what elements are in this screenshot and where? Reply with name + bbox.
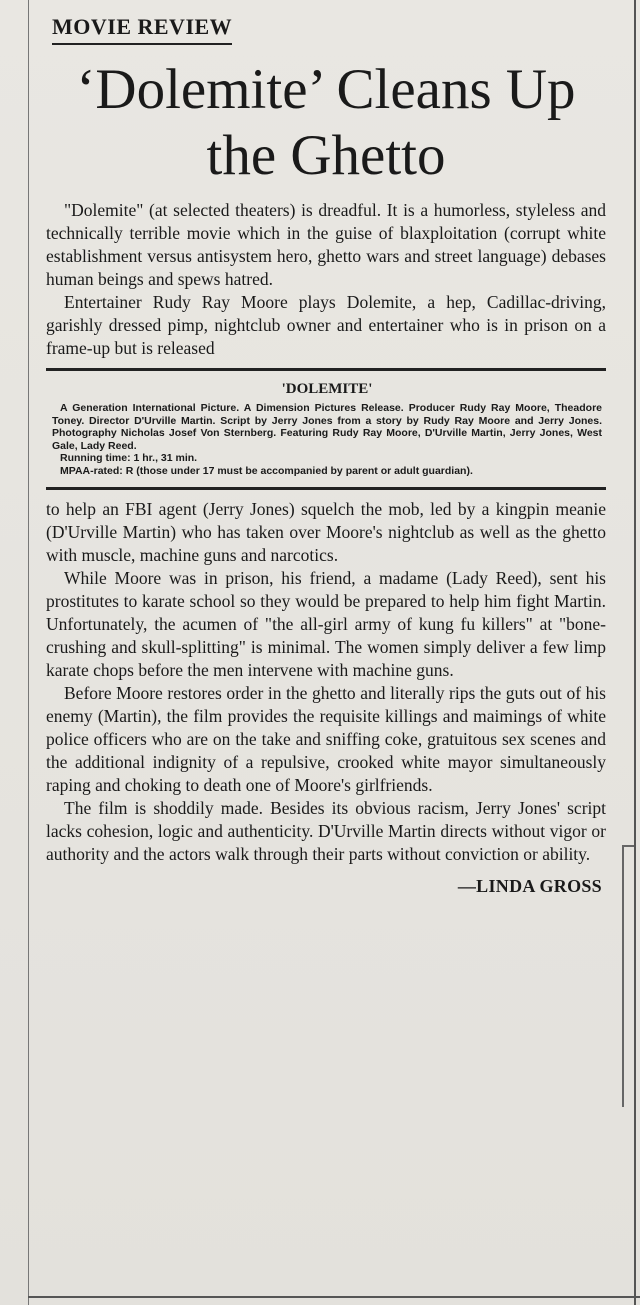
headline: ‘Dolemite’ Cleans Up the Ghetto — [76, 58, 576, 187]
bottom-rule — [28, 1296, 640, 1298]
paragraph: "Dolemite" (at selected theaters) is dreadful. It is a humorless, styleless and technically terrible movie which in the guise of blaxploitation (corrupt white establishment versus antisystem hero, ghetto wars and street language) debases human beings and spews hatred. — [46, 200, 606, 289]
section-kicker: MOVIE REVIEW — [52, 14, 232, 45]
paragraph: to help an FBI agent (Jerry Jones) squelch the mob, led by a kingpin meanie (D'Urville Martin) who has taken over Moore's nightclub as well as the ghetto with muscle, machine guns and narcotics. — [46, 499, 606, 565]
column-rule-right — [634, 0, 636, 1305]
article-body-top — [46, 199, 606, 360]
adjacent-column-edge — [622, 845, 634, 1107]
article-column — [46, 0, 606, 897]
column-rule-left — [28, 0, 29, 1305]
paragraph: Before Moore restores order in the ghetto and literally rips the guts out of his enemy (Martin), the film provides the requisite killings and maimings of white police officers who are on the take and sniffing coke, gratuitous sex scenes and the additional indignity of a repulsive, crooked white mayor simultaneously raping and choking to death one of Moore's girlfriends. — [46, 683, 606, 795]
paragraph: Entertainer Rudy Ray Moore plays Dolemite, a hep, Cadillac-driving, garishly dressed pimp, nightclub owner and entertainer who is in prison on a frame-up but is released — [46, 292, 606, 358]
credits-box — [46, 368, 606, 490]
paragraph: While Moore was in prison, his friend, a madame (Lady Reed), sent his prostitutes to karate school so they would be prepared to help him fight Martin. Unfortunately, the acumen of "the all-girl army of kung fu killers" at "bone-crushing and skull-splitting" is minimal. The women simply deliver a few limp karate chops before the men intervene with machine guns. — [46, 568, 606, 680]
byline: —LINDA GROSS — [457, 876, 602, 896]
credits-box-title: 'DOLEMITE' — [281, 381, 373, 397]
running-time: Running time: 1 hr., 31 min. — [60, 452, 198, 464]
mpaa-rating: MPAA-rated: R (those under 17 must be accompanied by parent or adult guardian). — [60, 464, 473, 477]
paragraph: The film is shoddily made. Besides its obvious racism, Jerry Jones' script lacks cohesion, logic and authenticity. D'Urville Martin directs without vigor or authority and the actors walk through their parts without conviction or ability. — [46, 798, 606, 864]
credits-text: A Generation International Picture. A Dimension Pictures Release. Producer Rudy Ray Moore, Theadore Toney. Director D'Urville Martin. Script by Jerry Jones from a story by Rudy Ray Moore and Jerry Jones. Photography Nicholas Josef Von Sternberg. Featuring Rudy Ray Moore, D'Urville Martin, Jerry Jones, West Gale, Lady Reed. — [52, 402, 602, 452]
article-body-bottom — [46, 498, 606, 866]
